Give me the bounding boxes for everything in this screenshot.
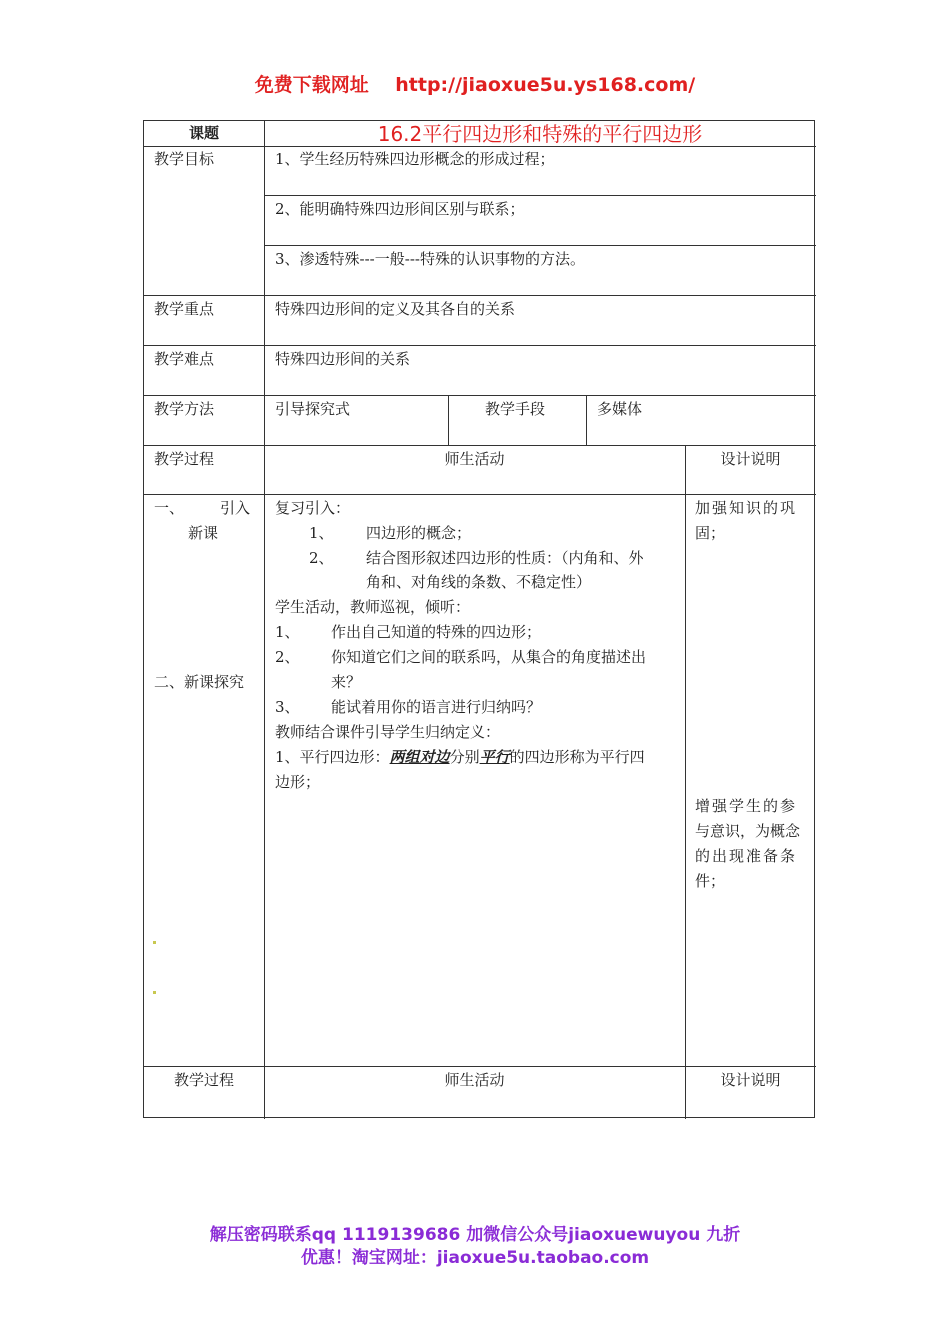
key-text: 特殊四边形间的定义及其各自的关系 bbox=[275, 300, 516, 318]
goal-3: 3、渗透特殊---一般---特殊的认识事物的方法。 bbox=[275, 250, 585, 268]
footer-activity-label: 师生活动 bbox=[444, 1071, 505, 1089]
footer-design-label: 设计说明 bbox=[720, 1071, 781, 1089]
footer-line-2[interactable]: 优惠！淘宝网址：jiaoxue5u.taobao.com bbox=[300, 1248, 650, 1268]
note-2-line-b: 与意识，为概念 bbox=[695, 822, 801, 840]
s1-text: 作出自己知道的特殊的四边形； bbox=[331, 623, 542, 641]
lesson-plan-table bbox=[143, 120, 815, 1118]
review-1-num: 1、 bbox=[309, 524, 334, 542]
difficulty-label: 教学难点 bbox=[154, 350, 215, 368]
footer-line-1: 解压密码联系qq 1119139686 加微信公众号jiaoxuewuyou 九折 bbox=[209, 1225, 741, 1245]
note-2-line-c: 的出现准备条 bbox=[695, 847, 798, 865]
section-1-label-c: 新课 bbox=[188, 524, 219, 542]
review-2-num: 2、 bbox=[309, 549, 334, 567]
section-2-label: 二、新课探究 bbox=[154, 673, 245, 691]
header-url[interactable]: http://jiaoxue5u.ys168.com/ bbox=[395, 74, 696, 96]
stray-mark bbox=[153, 941, 156, 944]
def-emphasis-2: 平行 bbox=[479, 748, 510, 766]
s2-text-a: 你知道它们之间的联系吗，从集合的角度描述出 bbox=[331, 648, 647, 666]
goal-1: 1、学生经历特殊四边形概念的形成过程； bbox=[275, 150, 555, 168]
review-1-text: 四边形的概念； bbox=[366, 524, 472, 542]
teacher-line: 教师结合课件引导学生归纳定义： bbox=[275, 723, 501, 741]
note-2-line-d: 件； bbox=[695, 872, 726, 890]
footer-process-label: 教学过程 bbox=[173, 1071, 234, 1089]
note-1-line-a: 加强知识的巩 bbox=[695, 499, 798, 517]
subject-label: 课题 bbox=[188, 124, 219, 142]
method-label: 教学方法 bbox=[154, 400, 215, 418]
review-2-text-b: 角和、对角线的条数、不稳定性） bbox=[366, 573, 592, 591]
note-1-line-b: 固； bbox=[695, 524, 726, 542]
lesson-title: 16.2平行四边形和特殊的平行四边形 bbox=[377, 122, 703, 146]
def-prefix: 1、平行四边形： bbox=[275, 748, 390, 766]
header-label: 免费下载网址 bbox=[254, 74, 369, 96]
s2-text-b: 来？ bbox=[331, 673, 362, 691]
s3-text: 能试着用你的语言进行归纳吗？ bbox=[331, 698, 542, 716]
definition-line bbox=[275, 745, 645, 770]
def-suffix-a: 的四边形称为平行四 bbox=[509, 748, 645, 766]
method-text: 引导探究式 bbox=[275, 400, 351, 418]
review-title: 复习引入： bbox=[275, 499, 351, 517]
download-header bbox=[0, 70, 950, 97]
means-label: 教学手段 bbox=[485, 400, 546, 418]
means-text: 多媒体 bbox=[597, 400, 643, 418]
student-title: 学生活动，教师巡视，倾听： bbox=[275, 598, 471, 616]
def-mid: 分别 bbox=[449, 748, 480, 766]
stray-mark bbox=[153, 991, 156, 994]
difficulty-text: 特殊四边形间的关系 bbox=[275, 350, 411, 368]
activity-label: 师生活动 bbox=[444, 450, 505, 468]
design-label: 设计说明 bbox=[720, 450, 781, 468]
goal-2: 2、能明确特殊四边形间区别与联系； bbox=[275, 200, 525, 218]
def-emphasis-1: 两组对边 bbox=[389, 748, 450, 766]
section-1-label-a: 一、 bbox=[154, 499, 185, 517]
note-2-line-a: 增强学生的参 bbox=[695, 797, 798, 815]
goals-label: 教学目标 bbox=[154, 150, 215, 168]
review-2-text-a: 结合图形叙述四边形的性质：（内角和、外 bbox=[366, 549, 644, 567]
s1-num: 1、 bbox=[275, 623, 300, 641]
s3-num: 3、 bbox=[275, 698, 300, 716]
def-suffix-b: 边形； bbox=[275, 773, 321, 791]
section-1-label-b: 引入 bbox=[220, 499, 251, 517]
process-label: 教学过程 bbox=[154, 450, 215, 468]
key-label: 教学重点 bbox=[154, 300, 215, 318]
s2-num: 2、 bbox=[275, 648, 300, 666]
